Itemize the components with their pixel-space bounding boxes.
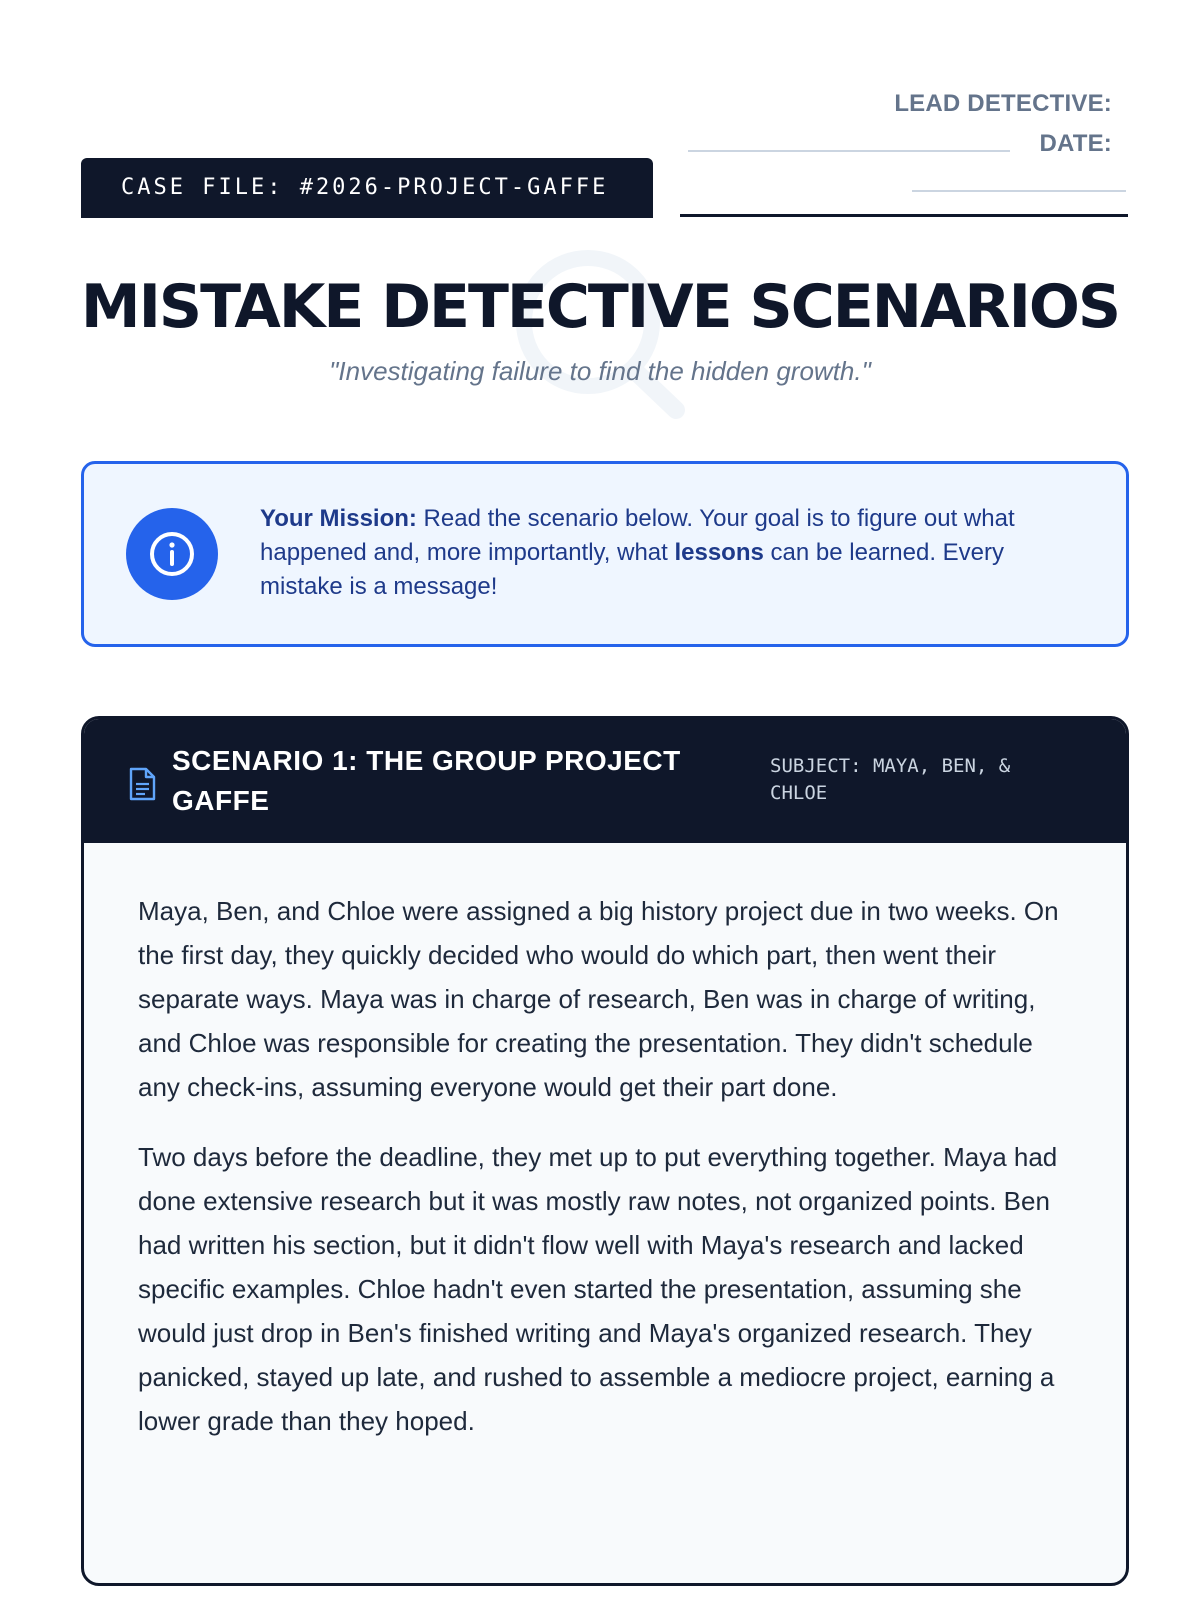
scenario-subject: SUBJECT: MAYA, BEN, & CHLOE [770, 755, 1011, 804]
scenario-paragraph: Maya, Ben, and Chloe were assigned a big history project due in two weeks. On the first day, they quickly decided who would do which part, then went their separate ways. Maya was in charge of research, Ben was in charge of writing, and Chloe was responsible for creating the presentation. They didn't schedule any check-ins, assuming everyone would get their part done. [138, 896, 1059, 1102]
scenario-header [84, 719, 1126, 843]
page-subtitle: "Investigating failure to find the hidden growth." [329, 356, 871, 386]
scenario-card [81, 716, 1129, 1586]
page-title: MISTAKE DETECTIVE SCENARIOS [80, 272, 1120, 342]
scenario-body [138, 889, 1068, 1469]
info-icon [126, 508, 218, 600]
scenario-paragraph: Two days before the deadline, they met up to put everything together. Maya had done extensive research but it was mostly raw notes, not organized points. Ben had written his section, but it didn't flow well with Maya's research and lacked specific examples. Chloe hadn't even started the presentation, assuming she would just drop in Ben's finished writing and Maya's organized research. They panicked, stayed up late, and rushed to assemble a mediocre project, earning a lower grade than they hoped. [138, 1142, 1058, 1436]
mission-box [81, 461, 1129, 647]
lead-detective-label: LEAD DETECTIVE: [894, 90, 1112, 117]
lead-detective-line [688, 150, 1010, 152]
detective-meta [680, 80, 1128, 220]
document-icon [128, 767, 156, 801]
date-label: DATE: [1039, 130, 1112, 157]
scenario-title: SCENARIO 1: THE GROUP PROJECT GAFFE [172, 745, 681, 816]
date-line [912, 190, 1126, 192]
mission-emphasis: lessons [674, 539, 764, 566]
mission-lead: Your Mission: [260, 505, 417, 532]
mission-text-part-1: Read the scenario below. Your goal is to figure out what happened and, more importantly, what [260, 505, 1015, 566]
case-file-tab: CASE FILE: #2026-PROJECT-GAFFE [81, 158, 653, 218]
header-rule [680, 214, 1128, 217]
mission-text-part-2: can be learned. Every mistake is a message! [260, 539, 1004, 600]
mission-text [260, 502, 1090, 604]
